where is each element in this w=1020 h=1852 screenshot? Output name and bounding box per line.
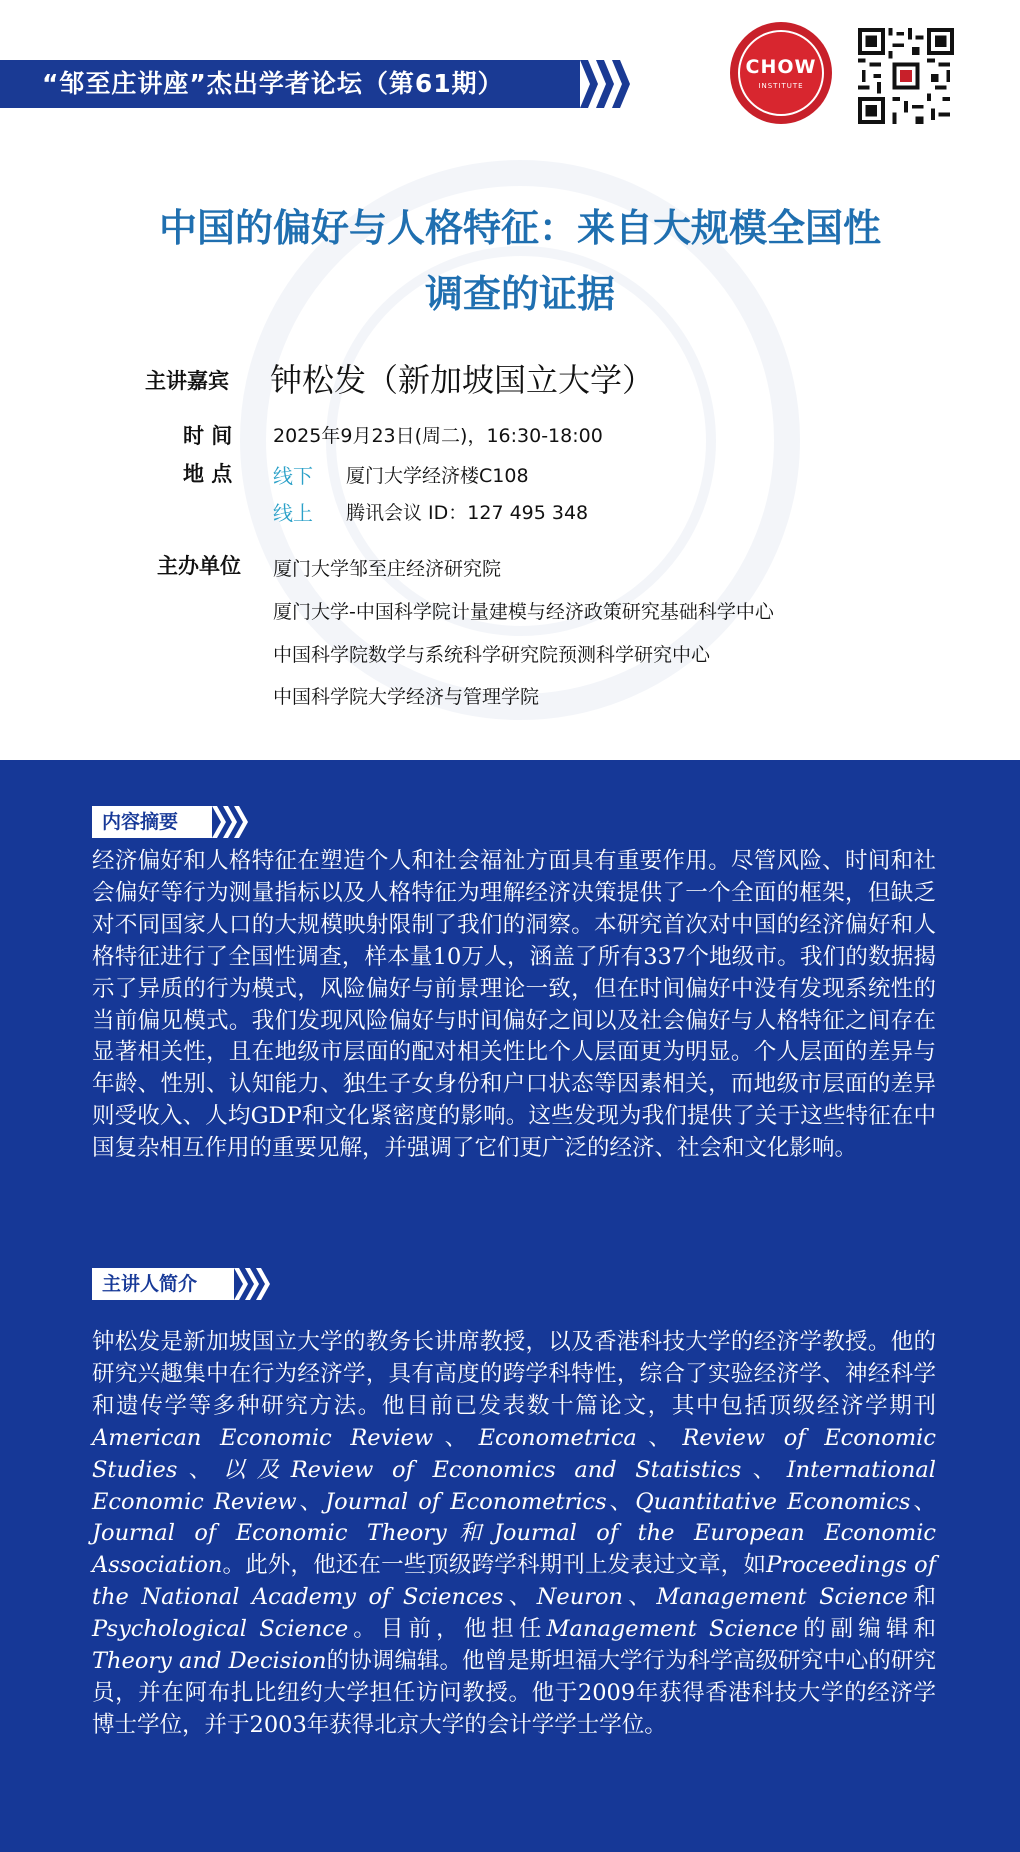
journal-name: Econometrica (478, 1424, 637, 1451)
abstract-text: 经济偏好和人格特征在塑造个人和社会福祉方面具有重要作用。尽管风险、时间和社会偏好等行为测量指标以及人格特征为理解经济决策提供了一个全面的框架，但缺乏对不同国家人口的大规模映射限制了我们的洞察。本研究首次对中国的经济偏好和人格特征进行了全国性调查，样本量10万人，涵盖了所有337个地级市。我们的数据揭示了异质的行为模式，风险偏好与前景理论一致，但在时间偏好中没有发现系统性的当前偏见模式。我们发现风险偏好与时间偏好之间以及社会偏好与人格特征之间存在显著相关性，且在地级市层面的配对相关性比个人层面更为明显。个人层面的差异与年龄、性别、认知能力、独生子女身份和户口状态等因素相关，而地级市层面的差异则受收入、人均GDP和文化紧密度的影响。这些发现为我们提供了关于这些特征在中国复杂相互作用的重要见解，并强调了它们更广泛的经济、社会和文化影响。 (92, 848, 936, 1162)
host-item: 厦门大学邹至庄经济研究院 (273, 558, 502, 580)
journal-name: Management Science (546, 1616, 798, 1643)
journal-name: Journal of Econometrics (325, 1488, 607, 1515)
lecture-title (95, 195, 945, 327)
speaker-name: 钟松发（新加坡国立大学） (270, 361, 655, 399)
journal-name: Quantitative Economics (635, 1488, 911, 1515)
banner-chevron-icon (612, 60, 630, 108)
top-section (0, 0, 1020, 760)
heading-chevron-icon (234, 806, 248, 838)
speaker-label: 主讲嘉宾 (145, 369, 229, 393)
content-section (0, 760, 1020, 1852)
host-item: 中国科学院数学与系统科学研究院预测科学研究中心 (273, 644, 711, 666)
banner-title: “邹至庄讲座”杰出学者论坛（第61期） (42, 69, 504, 98)
online-meeting: 腾讯会议 ID：127 495 348 (346, 502, 589, 524)
host-item: 中国科学院大学经济与管理学院 (273, 686, 540, 708)
bio-heading (92, 1268, 234, 1300)
bio-text: 钟松发是新加坡国立大学的教务长讲席教授，以及香港科技大学的经济学教授。他的研究兴趣集中在行为经济学，具有高度的跨学科特性，综合了实验经济学、神经科学和遗传学等多种研究方法。他目前已发表数十篇论文，其中包括顶级经济学期刊American Economic Review、Econometrica、Review of Economic Studies、以及Review of Economics and Statistics、International Economic Review、Journal of Econometrics、Quantitative Economics、Journal of Economic Theory和Journal of the European Economic Association。此外，他还在一些顶级跨学科期刊上发表过文章，如Proceedings of the National Academy of Sciences、Neuron、Management Science和Psychological Science。目前，他担任Management Science的副编辑和Theory and Decision的协调编辑。他曾是斯坦福大学行为科学高级研究中心的研究员，并在阿布扎比纽约大学担任访问教授。他于2009年获得香港科技大学的经济学博士学位，并于2003年获得北京大学的会计学学士学位。 (92, 1329, 936, 1738)
abstract-heading-text: 内容摘要 (102, 811, 179, 833)
journal-name: Psychological Science (92, 1616, 349, 1643)
bio-heading-text: 主讲人简介 (102, 1273, 198, 1295)
logo-text: CHOW (745, 56, 817, 78)
journal-name: Management Science (656, 1584, 909, 1611)
lecture-title-line1: 中国的偏好与人格特征：来自大规模全国性 (158, 205, 881, 250)
time-value: 2025年9月23日(周二)，16:30-18:00 (273, 425, 603, 447)
forum-banner (0, 60, 580, 108)
host-label: 主办单位 (157, 554, 241, 578)
offline-tag: 线下 (273, 464, 313, 488)
journal-name: Proceedings of the National Academy of Sciences (92, 1552, 936, 1611)
logo-subtext: INSTITUTE (758, 82, 804, 90)
online-tag: 线上 (273, 501, 313, 525)
journal-name: Journal of Economic Theory和Journal of the European Economic Association (92, 1520, 936, 1579)
host-item: 厦门大学-中国科学院计量建模与经济政策研究基础科学中心 (273, 601, 774, 623)
lecture-title-line2: 调查的证据 (424, 271, 615, 316)
abstract-heading (92, 806, 212, 838)
offline-location: 厦门大学经济楼C108 (346, 465, 529, 487)
journal-name: 以及Review of Economics and Statistics (222, 1456, 742, 1483)
time-label: 时 间 (183, 424, 233, 448)
journal-name: Review of Economic Studies (92, 1424, 936, 1483)
heading-chevron-icon (256, 1268, 270, 1300)
qr-code-icon[interactable] (858, 28, 954, 124)
chow-institute-logo (730, 22, 832, 124)
journal-name: International Economic Review (92, 1456, 936, 1515)
place-label: 地 点 (183, 462, 233, 486)
journal-name: Neuron (536, 1584, 624, 1611)
journal-name: Theory and Decision (92, 1648, 327, 1675)
journal-name: American Economic Review (92, 1424, 434, 1451)
